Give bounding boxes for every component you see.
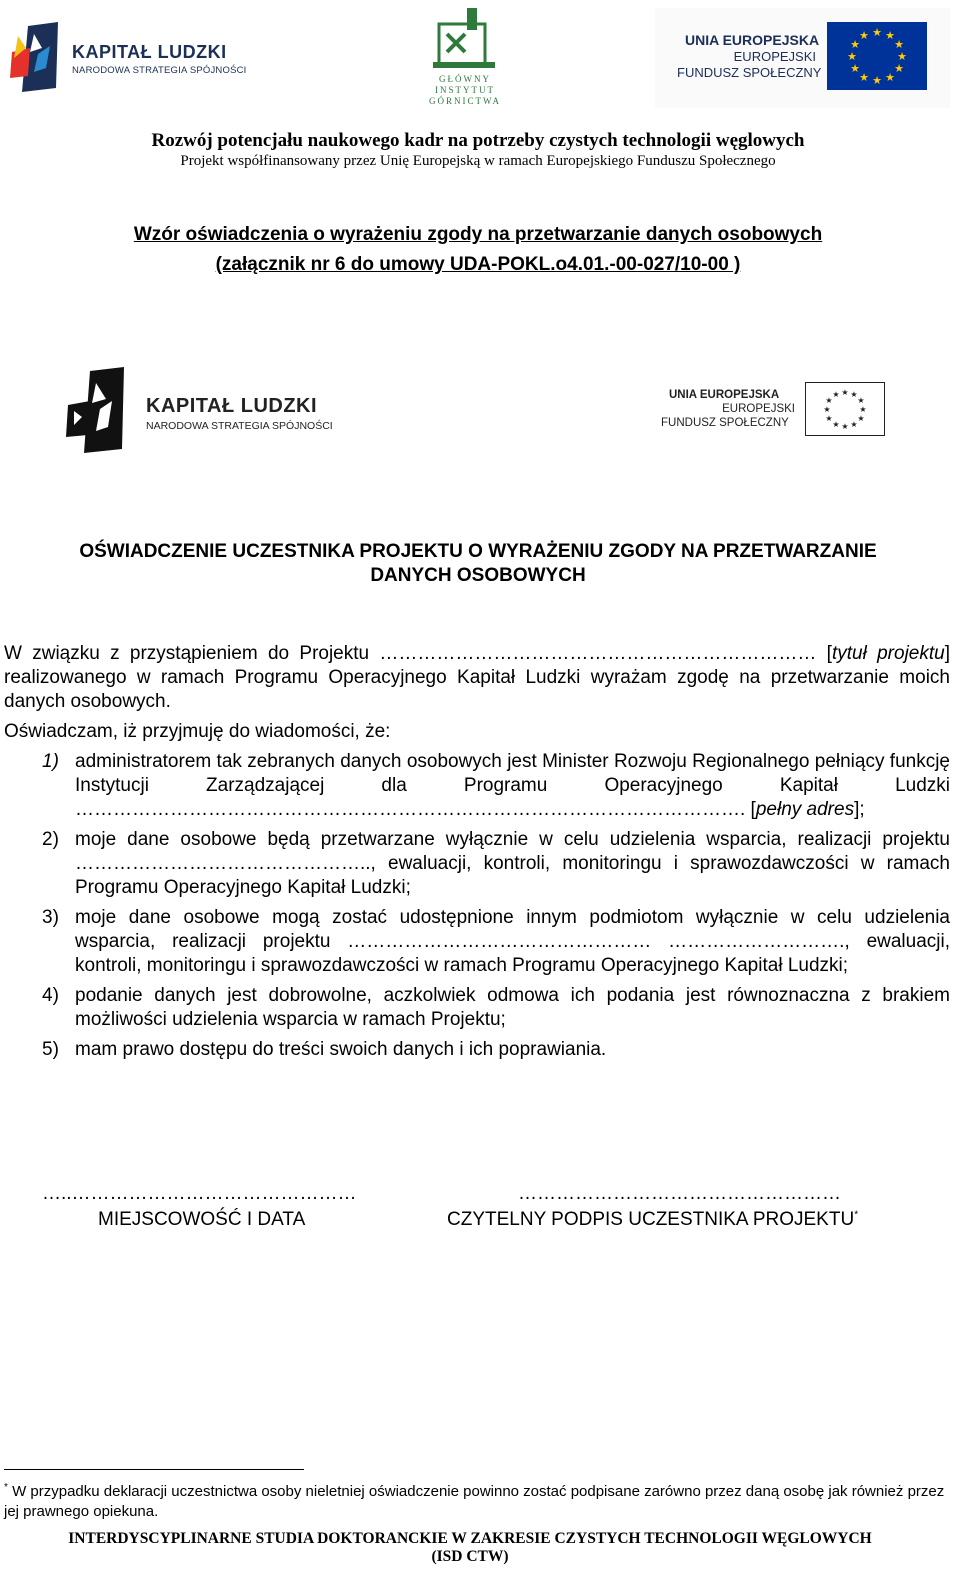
page-footer <box>0 1530 940 1566</box>
svg-text:★: ★ <box>847 50 857 63</box>
ue-mono-line2: EUROPEJSKI <box>722 403 795 415</box>
kapital-ludzki-name: KAPITAŁ LUDZKI <box>72 42 227 62</box>
svg-text:★: ★ <box>841 388 849 397</box>
svg-text:★: ★ <box>823 405 831 414</box>
list-item: 3) moje dane osobowe mogą zostać udostępnione innym podmiotom wyłącznie w celu udzielenia wsparcia, realizacji projektu ………………………………………… ………………………., ewaluacji, kontroli, monitoringu i sprawozdawczości w ramach Programu Operacyjnego Kapitał Ludzki; <box>42 907 950 976</box>
ue-line3: FUNDUSZ SPOŁECZNY <box>677 65 822 80</box>
svg-text:★: ★ <box>850 38 860 51</box>
svg-text:★: ★ <box>885 29 895 42</box>
git-line3: GÓRNICTWA <box>429 96 501 106</box>
footer-line1: INTERDYSCYPLINARNE STUDIA DOKTORANCKIE W ZAKRESIE CZYSTYCH TECHNOLOGII WĘGLOWYCH <box>68 1530 872 1547</box>
kapital-ludzki-mono-subtitle: NARODOWA STRATEGIA SPÓJNOŚCI <box>146 420 333 432</box>
list-item: 4) podanie danych jest dobrowolne, aczkolwiek odmowa ich podania jest równoznaczna z brakiem możliwości udzielenia wsparcia w ramach Projektu; <box>42 985 950 1030</box>
svg-text:★: ★ <box>859 71 869 84</box>
kapital-ludzki-emblem-icon <box>8 18 68 94</box>
kapital-ludzki-emblem-mono-icon <box>66 365 136 455</box>
svg-text:★: ★ <box>859 29 869 42</box>
kapital-ludzki-mono-name: KAPITAŁ LUDZKI <box>146 395 318 417</box>
list-item: 5) mam prawo dostępu do treści swoich danych i ich poprawiania. <box>42 1039 607 1060</box>
svg-text:★: ★ <box>859 405 867 414</box>
svg-text:★: ★ <box>825 396 833 405</box>
svg-text:★: ★ <box>832 390 840 399</box>
document-title <box>0 220 956 280</box>
svg-text:★: ★ <box>885 71 895 84</box>
git-line2: INSTYTUT <box>435 85 495 95</box>
list-item: 1) administratorem tak zebranych danych osobowych jest Minister Rozwoju Regionalnego pełniący funkcję Instytucji Zarządzającej dla Programu Operacyjnego Kapitał Ludzki ……………………………………………………………………………………………. [pełny adres]; <box>42 751 950 820</box>
eu-flag-mono-icon <box>805 382 885 436</box>
ue-line2: EUROPEJSKI <box>733 49 816 64</box>
svg-text:★: ★ <box>850 420 858 429</box>
git-line1: GŁÓWNY <box>439 74 491 84</box>
svg-text:★: ★ <box>894 38 904 51</box>
git-logo <box>425 6 505 110</box>
declaration-title-line1: OŚWIADCZENIE UCZESTNIKA PROJEKTU O WYRAŻENIU ZGODY NA PRZETWARZANIE <box>79 541 877 562</box>
declaration-title <box>0 540 956 588</box>
svg-text:★: ★ <box>850 62 860 75</box>
ue-efs-logo <box>655 8 950 108</box>
svg-text:★: ★ <box>850 390 858 399</box>
svg-text:★: ★ <box>872 26 882 39</box>
project-subtitle: Projekt współfinansowany przez Unię Europejską w ramach Europejskiego Funduszu Społecznego <box>180 153 776 169</box>
eu-flag-icon <box>827 22 927 90</box>
svg-text:★: ★ <box>894 62 904 75</box>
svg-text:★: ★ <box>841 422 849 431</box>
place-date-line: …..……………………………………… <box>42 1183 357 1204</box>
project-title: Rozwój potencjału naukowego kadr na potrzeby czystych technologii węglowych <box>151 130 805 151</box>
kapital-ludzki-logo-mono <box>66 365 356 455</box>
kapital-ludzki-subtitle: NARODOWA STRATEGIA SPÓJNOŚCI <box>72 65 247 76</box>
acknowledge-list <box>4 750 950 1068</box>
svg-text:★: ★ <box>897 50 907 63</box>
svg-text:★: ★ <box>832 420 840 429</box>
kapital-ludzki-logo <box>8 18 248 94</box>
list-item: 2) moje dane osobowe będą przetwarzane wyłącznie w celu udzielenia wsparcia, realizacji projektu ……………………………………….., ewaluacji, kontroli, monitoringu i sprawozdawczości w ramach Programu Operacyjnego Kapitał Ludzki; <box>42 829 950 898</box>
footnote: * W przypadku deklaracji uczestnictwa osoby nieletniej oświadczenie powinno zostać podpisane zarówno przez daną osobę jak również przez jej prawnego opiekuna. <box>4 1482 945 1520</box>
signature-label: CZYTELNY PODPIS UCZESTNIKA PROJEKTU* <box>447 1209 859 1230</box>
footer-line2: (ISD CTW) <box>431 1548 509 1565</box>
ue-efs-logo-mono <box>655 380 895 440</box>
document-title-line2: (załącznik nr 6 do umowy UDA-POKL.o4.01.-00-027/10-00 ) <box>215 254 741 275</box>
footnote-separator <box>4 1469 304 1470</box>
signature-line: …………………………………………… <box>518 1183 841 1204</box>
ue-mono-line3: FUNDUSZ SPOŁECZNY <box>661 417 789 429</box>
svg-text:★: ★ <box>857 396 865 405</box>
mine-tower-icon <box>425 6 505 72</box>
ue-line1: UNIA EUROPEJSKA <box>685 32 820 48</box>
declaration-title-line2: DANYCH OSOBOWYCH <box>370 565 586 586</box>
document-title-line1: Wzór oświadczenia o wyrażeniu zgody na przetwarzanie danych osobowych <box>133 224 823 245</box>
consent-paragraph: W związku z przystąpieniem do Projektu …………………………………………………………… [tytuł projektu] realizowanego w ramach Programu Operacyjnego Kapitał Ludzki wyrażam zgodę na przetwarzanie moich danych osobowych. <box>4 643 950 712</box>
ue-mono-line1: UNIA EUROPEJSKA <box>669 389 780 401</box>
svg-text:★: ★ <box>825 414 833 423</box>
svg-text:★: ★ <box>857 414 865 423</box>
acknowledge-paragraph: Oświadczam, iż przyjmuję do wiadomości, że: <box>4 721 391 742</box>
place-date-label: MIEJSCOWOŚĆ I DATA <box>98 1209 306 1230</box>
svg-text:★: ★ <box>872 74 882 87</box>
